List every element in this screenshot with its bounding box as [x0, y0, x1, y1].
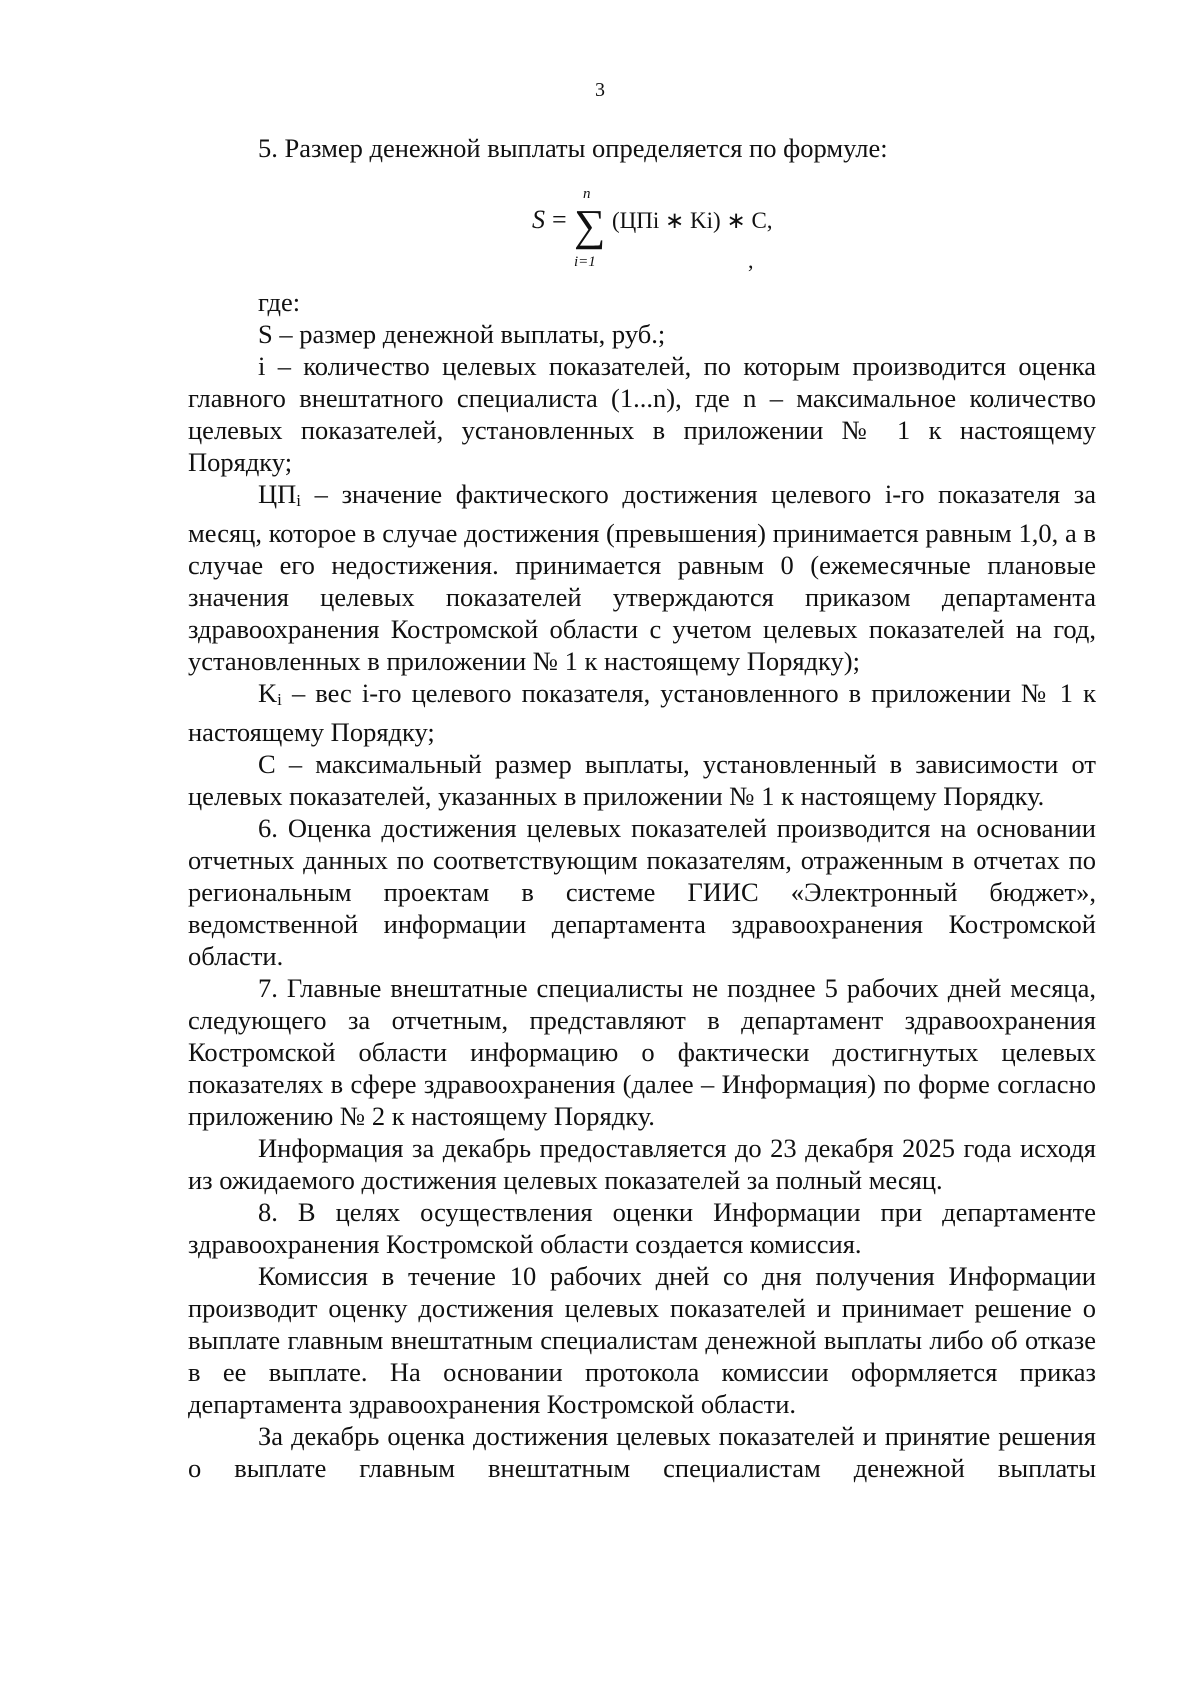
- document-body: [188, 286, 1096, 1484]
- paragraph-december-info: Информация за декабрь предоставляется до 23 декабря 2025 года исходя из ожидаемого достижения целевых показателей за полный месяц.: [188, 1133, 1096, 1195]
- definition-text: – размер денежной выплаты, руб.;: [272, 319, 666, 349]
- formula-equals: =: [552, 205, 567, 234]
- definition-text: – вес i-го целевого показателя, установленного в приложении № 1 к настоящему Порядку;: [188, 678, 1096, 747]
- item5-intro: 5. Размер денежной выплаты определяется по формуле:: [258, 133, 888, 163]
- formula-body: (ЦПi ∗ Ki) ∗ C,: [612, 208, 773, 233]
- formula-lhs: S: [532, 205, 545, 234]
- definition-symbol: K: [258, 678, 278, 708]
- definition-text: – значение фактического достижения целевого i-го показателя за месяц, которое в случае достижения (превышения) принимается равным 1,0, а в случае его недостижения. принимается равным 0 (ежемесячные плановые значения целевых показателей утверждаются приказом департамента здравоохранения Костромской области с учетом целевых показателей на год, установленных в приложении № 1 к настоящему Порядку);: [188, 479, 1096, 676]
- formula-svg: [0, 180, 1200, 280]
- definition-text: – максимальный размер выплаты, установленный в зависимости от целевых показателей, указанных в приложении № 1 к настоящему Порядку.: [188, 749, 1096, 811]
- payment-formula: [0, 180, 1200, 280]
- definition-symbol: ЦП: [258, 479, 297, 509]
- definition-c: [188, 748, 1096, 812]
- paragraph-item8: 8. В целях осуществления оценки Информации при департаменте здравоохранения Костромской области создается комиссия.: [188, 1197, 1096, 1259]
- formula-sum-upper: n: [583, 186, 591, 202]
- definition-text: – количество целевых показателей, по которым производится оценка главного внештатного специалиста (1...n), где n – максимальное количество целевых показателей, установленных в приложении № 1 к настоящему Порядку;: [188, 351, 1096, 477]
- formula-trailing-comma: ,: [748, 248, 754, 273]
- sigma-icon: ∑: [574, 201, 606, 250]
- definition-symbol: S: [258, 319, 273, 349]
- where-label: где:: [258, 287, 301, 317]
- definition-subscript: i: [296, 491, 302, 510]
- definition-subscript: i: [277, 690, 282, 709]
- page-number: 3: [595, 79, 605, 101]
- definition-s: [188, 318, 1096, 350]
- paragraph-december-assessment: За декабрь оценка достижения целевых показателей и принятие решения о выплате главным внештатным специалистам денежной выплаты: [188, 1421, 1096, 1483]
- definition-cp: [188, 478, 1096, 677]
- paragraph-commission: Комиссия в течение 10 рабочих дней со дня получения Информации производит оценку достижения целевых показателей и принимает решение о выплате главным внештатным специалистам денежной выплаты либо об отказе в ее выплате. На основании протокола комиссии оформляется приказ департамента здравоохранения Костромской области.: [188, 1261, 1096, 1419]
- paragraph-item6: 6. Оценка достижения целевых показателей производится на основании отчетных данных по соответствующим показателям, отраженным в отчетах по региональным проектам в системе ГИИС «Электронный бюджет», ведомственной информации департамента здравоохранения Костромской области.: [188, 813, 1096, 971]
- definition-k: [188, 677, 1096, 748]
- paragraph-item7: 7. Главные внештатные специалисты не позднее 5 рабочих дней месяца, следующего за отчетным, представляют в департамент здравоохранения Костромской области информацию о фактически достигнутых целевых показателях в сфере здравоохранения (далее – Информация) по форме согласно приложению № 2 к настоящему Порядку.: [188, 973, 1096, 1131]
- item5-block: [188, 132, 1096, 164]
- definition-symbol: С: [258, 749, 276, 779]
- definition-symbol: i: [258, 351, 266, 381]
- formula-sum-lower: i=1: [574, 254, 596, 270]
- definition-i: [188, 350, 1096, 478]
